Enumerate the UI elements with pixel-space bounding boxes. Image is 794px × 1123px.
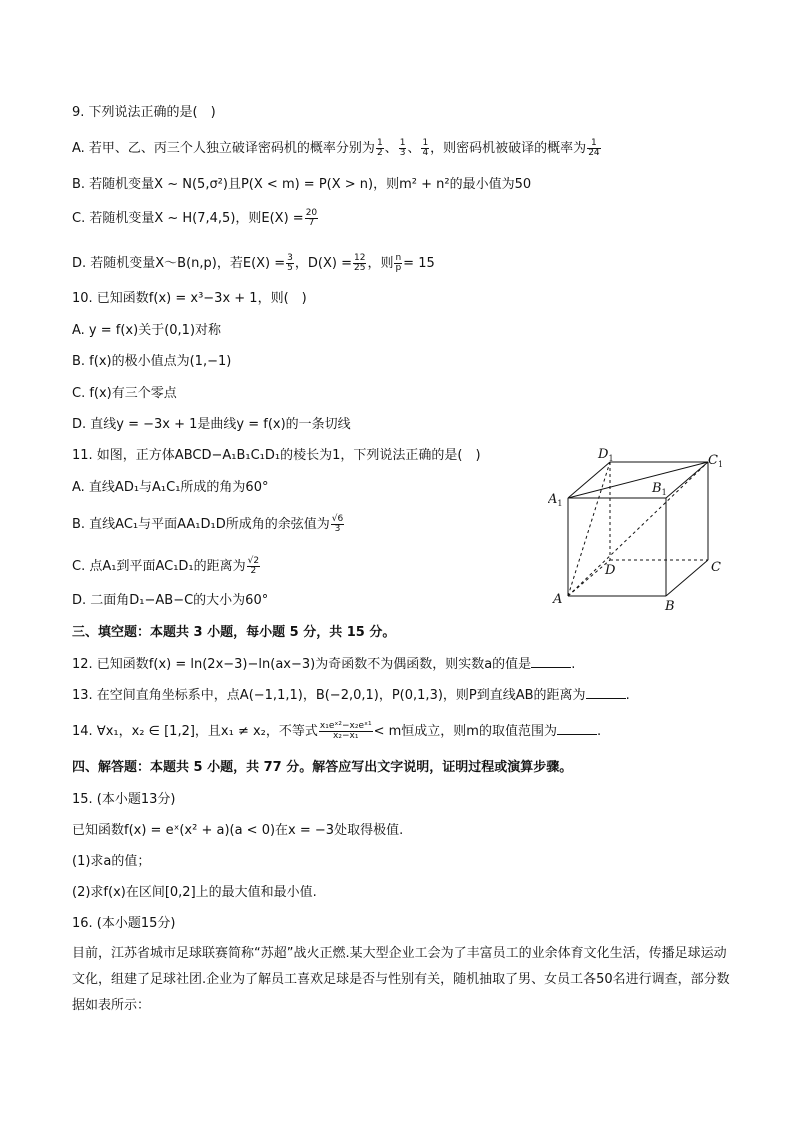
q9-stem: 9. 下列说法正确的是( ) (72, 105, 216, 120)
q12: 12. 已知函数f(x) = ln(2x−3)−ln(ax−3)为奇函数不为偶函数，则实数a的值是 . (72, 657, 576, 672)
q11-option-a: A. 直线AD₁与A₁C₁所成的角为60° (72, 480, 269, 495)
label-a: A (553, 592, 563, 607)
label-b: B (665, 599, 675, 614)
q10-option-b: B. f(x)的极小值点为(1,−1) (72, 354, 232, 369)
q10-option-a: A. y = f(x)关于(0,1)对称 (72, 323, 222, 338)
edge-bc (666, 560, 708, 596)
q16-stem: 目前，江苏省城市足球联赛简称“苏超”战火正燃.某大型企业工会为了丰富员工的业余体育文化生活，传播足球运动文化，组建了足球社团.企业为了解员工喜欢足球是否与性别有关，随机抽取了男、女员工各50名进行调查，部分数据如表所示： (72, 946, 730, 1013)
q15-part-1: (1)求a的值； (72, 854, 151, 869)
section-4-header: 四、解答题：本题共 5 小题，共 77 分。解答应写出文字说明，证明过程或演算步骤。 (72, 760, 573, 775)
q14: 14. ∀x₁，x₂ ∈ [1,2]，且x₁ ≠ x₂，不等式 $\frac{\text{x₁eˣ²−x₂eˣ¹}}{\text{x₂−x₁}}$ < m恒成立，则m的取值范围为 . (72, 721, 602, 741)
q11-option-c: C. 点A₁到平面AC₁D₁的距离为 $\frac{√2}{2}$ (72, 556, 260, 576)
label-c: C (711, 560, 721, 575)
q10-option-d: D. 直线y = −3x + 1是曲线y = f(x)的一条切线 (72, 417, 351, 432)
q9-option-d: D. 若随机变量X～B(n,p)，若E(X) = $\frac{3}{5}$ ，D(X) = $\frac{12}{25}$ ，则 $\frac{n}{p}$ = 15 (72, 253, 435, 273)
q9-option-a: A. 若甲、乙、丙三个人独立破译密码机的概率分别为 $\frac{1}{2}$ 、 $\frac{1}{3}$ 、 $\frac{1}{4}$ ，则密码机被破译的概率为 $\frac{1}{24}$ (72, 138, 600, 158)
q11-option-d: D. 二面角D₁−AB−C的大小为60° (72, 593, 269, 608)
q9-option-b: B. 若随机变量X ~ N(5,σ²)且P(X < m) = P(X > n)，则m² + n²的最小值为50 (72, 177, 532, 192)
q12-answer-blank[interactable] (531, 655, 571, 668)
label-b1: $B_1$ (652, 481, 667, 497)
label-d1: $D_1$ (598, 447, 614, 463)
q15-stem: 已知函数f(x) = eˣ(x² + a)(a < 0)在x = −3处取得极值. (72, 823, 404, 838)
label-d: D (605, 563, 616, 578)
q14-answer-blank[interactable] (557, 722, 597, 735)
q13-answer-blank[interactable] (586, 686, 626, 699)
hidden-line-ac1 (568, 462, 708, 596)
q11-option-b: B. 直线AC₁与平面AA₁D₁D所成角的余弦值为 $\frac{√6}{3}$ (72, 514, 344, 534)
hidden-line-ad1 (568, 462, 610, 596)
q11-stem: 11. 如图，正方体ABCD−A₁B₁C₁D₁的棱长为1，下列说法正确的是( ) (72, 448, 481, 463)
label-c1: $C_1$ (708, 453, 724, 469)
cube-figure (548, 446, 728, 616)
q10-option-c: C. f(x)有三个零点 (72, 386, 177, 401)
label-a1: $A_1$ (548, 492, 563, 508)
q9-option-c: C. 若随机变量X ~ H(7,4,5)，则E(X) = $\frac{20}{7}$ (72, 208, 318, 228)
q13: 13. 在空间直角坐标系中，点A(−1,1,1)，B(−2,0,1)，P(0,1,3)，则P到直线AB的距离为 . (72, 688, 630, 703)
q15-part-2: (2)求f(x)在区间[0,2]上的最大值和最小值. (72, 885, 317, 900)
section-3-header: 三、填空题：本题共 3 小题，每小题 5 分，共 15 分。 (72, 625, 396, 640)
q10-stem: 10. 已知函数f(x) = x³−3x + 1，则( ) (72, 291, 307, 306)
q15-title: 15. (本小题13分) (72, 792, 176, 807)
q16-title: 16. (本小题15分) (72, 916, 176, 931)
